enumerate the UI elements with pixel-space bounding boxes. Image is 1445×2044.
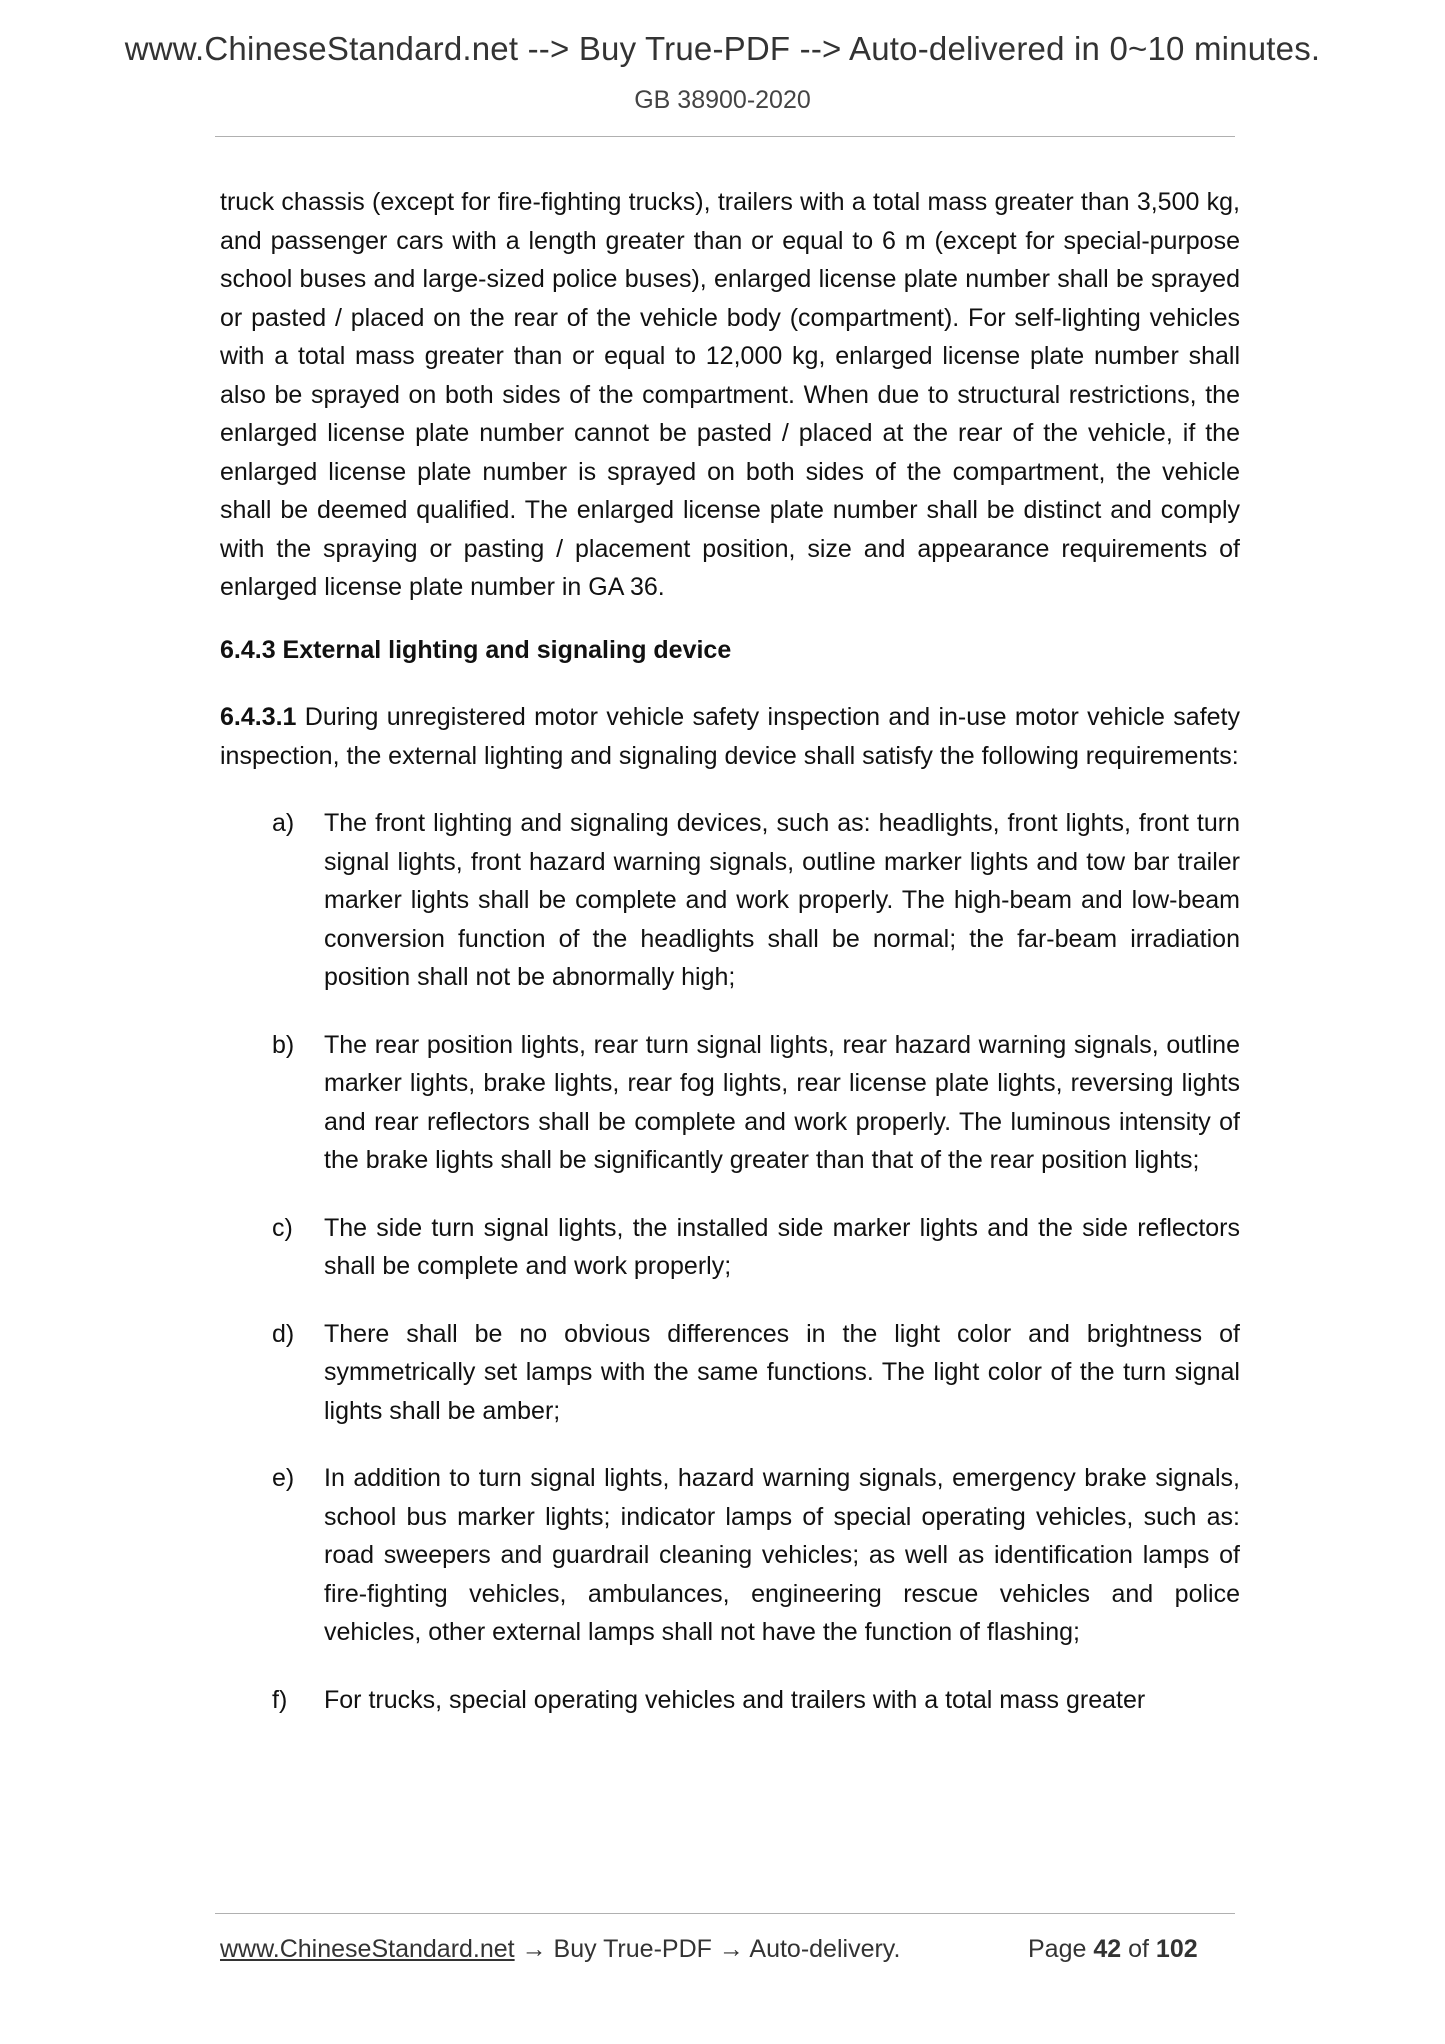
list-item-text: The front lighting and signaling devices, such as: headlights, front lights, front turn signal lights, front hazard warning signals, outline marker lights and tow bar trailer marker lights shall be complete and work properly. The high-beam and low-beam conversion function of the headlights shall be normal; the far-beam irradiation position shall not be abnormally high;: [324, 809, 1240, 991]
continuation-paragraph: truck chassis (except for fire-fighting trucks), trailers with a total mass greater than 3,500 kg, and passenger cars with a length greater than or equal to 6 m (except for special-purpose school buses and large-sized police buses), enlarged license plate number shall be sprayed or pasted / placed on the rear of the vehicle body (compartment). For self-lighting vehicles with a total mass greater than or equal to 12,000 kg, enlarged license plate number shall also be sprayed on both sides of the compartment. When due to structural restrictions, the enlarged license plate number cannot be pasted / placed at the rear of the vehicle, if the enlarged license plate number is sprayed on both sides of the compartment, the vehicle shall be deemed qualified. The enlarged license plate number shall be distinct and comply with the spraying or pasting / placement position, size and appearance requirements of enlarged license plate number in GA 36.: [220, 188, 1240, 601]
list-item: [220, 1315, 1240, 1431]
list-item: [220, 1459, 1240, 1652]
header-divider: [215, 136, 1235, 137]
list-item-marker: f): [272, 1685, 288, 1714]
list-item-text: For trucks, special operating vehicles and trailers with a total mass greater: [324, 1685, 1146, 1714]
list-item-text: The side turn signal lights, the installed side marker lights and the side reflectors shall be complete and work properly;: [324, 1213, 1240, 1280]
footer-promo: [220, 1935, 900, 1964]
footer-site-link[interactable]: www.ChineseStandard.net: [220, 1935, 515, 1963]
list-item-marker: a): [272, 809, 295, 837]
site-banner: www.ChineseStandard.net --> Buy True-PDF --> Auto-delivered in 0~10 minutes.: [124, 30, 1321, 67]
list-item-text: The rear position lights, rear turn signal lights, rear hazard warning signals, outline marker lights, brake lights, rear fog lights, rear license plate lights, reversing lights and rear reflectors shall be complete and work properly. The luminous intensity of the brake lights shall be significantly greater than that of the rear position lights;: [324, 1030, 1240, 1174]
section-heading: 6.4.3 External lighting and signaling device: [220, 635, 732, 664]
standard-number: GB 38900-2020: [634, 86, 811, 114]
list-item: [220, 1209, 1240, 1286]
list-item: [220, 1681, 1240, 1720]
list-item-marker: c): [272, 1213, 293, 1242]
requirements-list: [220, 804, 1240, 1719]
clause-paragraph: [220, 698, 1240, 775]
list-item: [220, 804, 1240, 997]
page-label: Page: [1028, 1935, 1087, 1963]
list-item-marker: d): [272, 1319, 295, 1348]
list-item: [220, 1026, 1240, 1180]
page-of-label: of: [1128, 1935, 1149, 1963]
list-item-text: There shall be no obvious differences in the light color and brightness of symmetrically set lamps with the same functions. The light color of the turn signal lights shall be amber;: [324, 1319, 1240, 1425]
page-current: 42: [1093, 1935, 1122, 1963]
footer-delivery-text: → Buy True-PDF → Auto-delivery.: [514, 1935, 901, 1963]
list-item-text: In addition to turn signal lights, hazard warning signals, emergency brake signals, school bus marker lights; indicator lamps of special operating vehicles, such as: road sweepers and guardrail cleaning vehicles; as well as identification lamps of fire-fighting vehicles, ambulances, engineering rescue vehicles and police vehicles, other external lamps shall not have the function of flashing;: [324, 1464, 1240, 1646]
list-item-marker: b): [272, 1030, 295, 1059]
page-indicator: [1028, 1935, 1198, 1964]
clause-text: During unregistered motor vehicle safety inspection and in-use motor vehicle safety inspection, the external lighting and signaling device shall satisfy the following requirements:: [220, 703, 1240, 770]
clause-number: 6.4.3.1: [220, 703, 297, 731]
footer-divider: [215, 1913, 1235, 1914]
page-total: 102: [1155, 1935, 1198, 1963]
list-item-marker: e): [272, 1464, 295, 1492]
document-body: [220, 183, 1240, 1748]
